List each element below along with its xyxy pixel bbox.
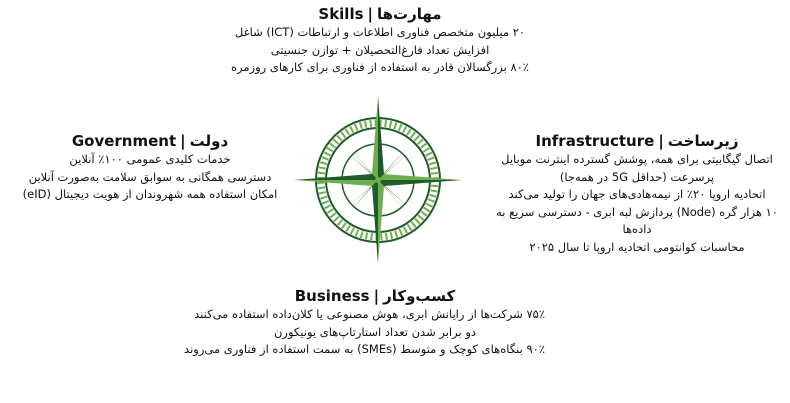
infrastructure-line-3: ۱۰ هزار گره (Node) پردازش لبه ابری - دسترسی سریع به داده‌ها — [496, 204, 778, 236]
skills-separator: | — [367, 5, 374, 23]
business-line-2: دو برابر شدن تعداد استارتاپ‌های یونیکورن — [273, 324, 477, 339]
government-title-fa: دولت — [189, 132, 229, 150]
government-line-3: امکان استفاده همه شهروندان از هویت دیجیتال (eID) — [22, 187, 278, 201]
infrastructure-title-en: Infrastructure — [535, 132, 655, 150]
government-line-2: دسترسی همگانی به سوابق سلامت به‌صورت آنلاین — [28, 169, 272, 184]
infrastructure-line-4: محاسبات کوانتومی اتحادیه اروپا تا سال ۲۰۲۵ — [529, 239, 745, 254]
infrastructure-section — [484, 131, 790, 256]
skills-line-3: ۸۰٪ بزرگسالان قادر به استفاده از فناوری برای کارهای روزمره — [231, 60, 529, 74]
skills-title-fa: مهارت‌ها — [377, 5, 442, 23]
infrastructure-title-fa: زیرساخت — [667, 132, 739, 150]
skills-title-en: Skills — [318, 5, 364, 23]
government-heading — [0, 131, 300, 151]
government-separator: | — [180, 132, 186, 150]
business-title-fa: کسب‌وکار — [383, 287, 456, 305]
business-line-1: ۷۵٪ شرکت‌ها از رایانش ابری، هوش مصنوعی یا کلان‌داده استفاده می‌کنند — [194, 307, 545, 321]
compass-rose-icon — [288, 90, 468, 270]
business-heading — [205, 286, 545, 306]
infrastructure-line-2: اتحادیه اروپا ۲۰٪ از نیمه‌هادی‌های جهان را تولید می‌کند — [508, 187, 766, 201]
business-section — [184, 286, 545, 359]
business-separator: | — [373, 287, 380, 305]
skills-line-2: افزایش تعداد فارغ‌التحصیلان + توازن جنسیتی — [270, 42, 490, 57]
skills-line-1: ۲۰ میلیون متخصص فناوری اطلاعات و ارتباطات (ICT) شاغل — [234, 25, 526, 39]
government-section — [0, 131, 300, 204]
business-line-3: ۹۰٪ بنگاه‌های کوچک و متوسط (SMEs) به سمت استفاده از فناوری می‌روند — [184, 342, 545, 356]
government-title-en: Government — [71, 132, 177, 150]
infrastructure-separator: | — [658, 132, 664, 150]
business-title-en: Business — [294, 287, 370, 305]
infrastructure-line-1: اتصال گیگابیتی برای همه، پوشش گسترده اینترنت موبایل پرسرعت (حداقل 5G در همه‌جا) — [501, 152, 773, 184]
compass-center — [375, 177, 381, 183]
skills-section — [210, 4, 550, 77]
infrastructure-heading — [484, 131, 790, 151]
government-line-1: خدمات کلیدی عمومی ۱۰۰٪ آنلاین — [69, 152, 231, 166]
skills-heading — [210, 4, 550, 24]
